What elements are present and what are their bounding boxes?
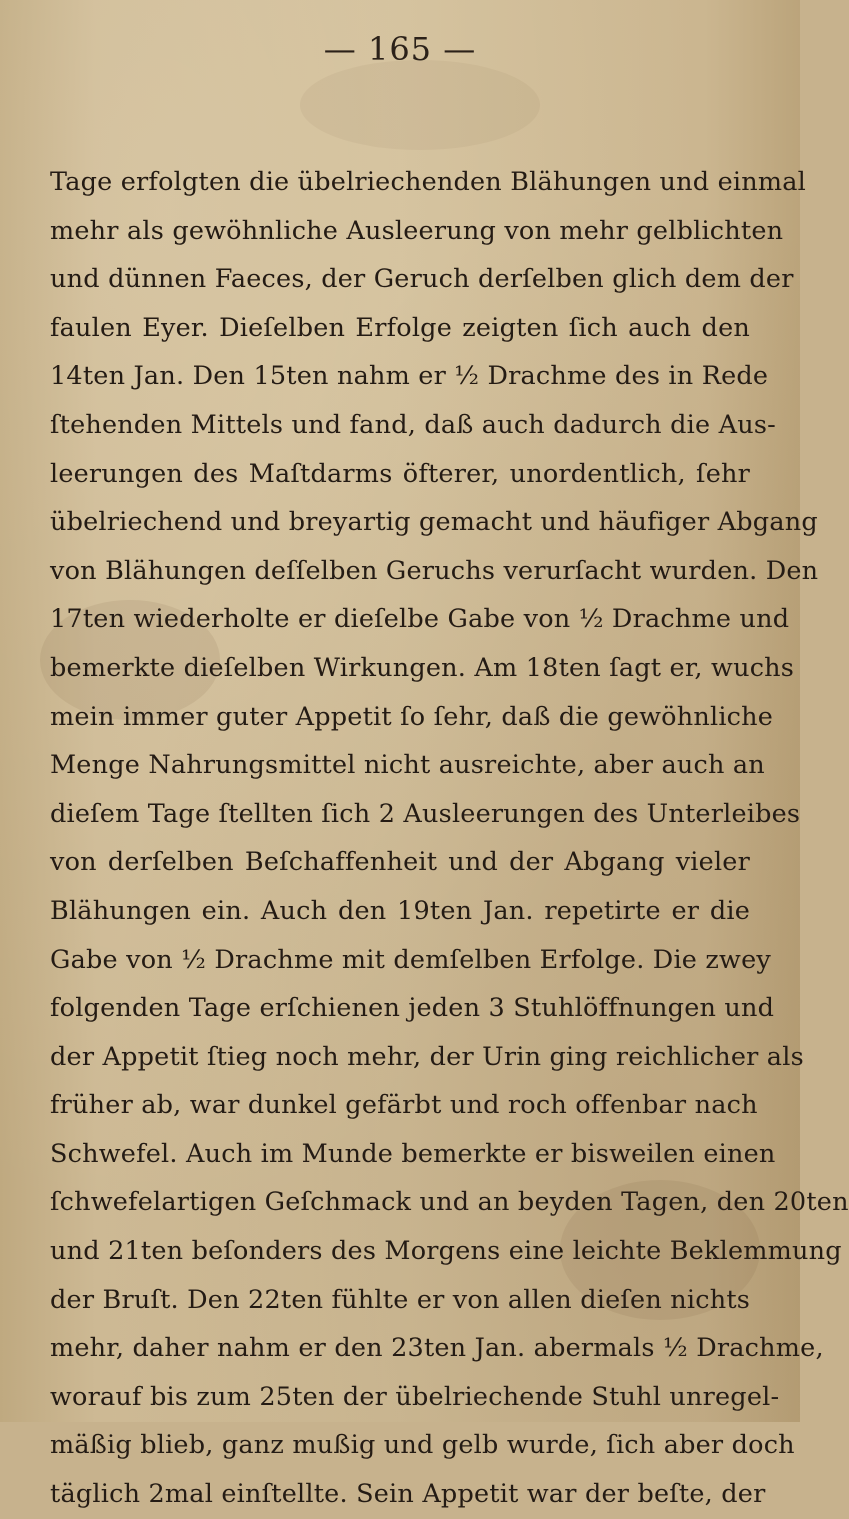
text-line: folgenden Tage erſchienen jeden 3 Stuhlöffnungen und xyxy=(50,993,775,1024)
text-line: ſchwefelartigen Geſchmack und an beyden Tagen, den 20ten xyxy=(50,1187,849,1218)
text-line: von derſelben Beſchaffenheit und der Abgang vieler xyxy=(50,847,750,878)
paper-stain xyxy=(300,60,540,150)
page-number: — 165 — xyxy=(323,30,477,68)
text-line: mein immer guter Appetit ſo ſehr, daß die gewöhnliche xyxy=(50,701,774,732)
text-line: übelriechend und breyartig gemacht und häufiger Abgang xyxy=(50,507,818,538)
text-line: mäßig blieb, ganz mußig und gelb wurde, ſich aber doch xyxy=(50,1430,795,1461)
text-line: Menge Nahrungsmittel nicht ausreichte, aber auch an xyxy=(50,750,765,781)
text-line: 17ten wiederholte er dieſelbe Gabe von ½ Drachme und xyxy=(50,604,790,635)
text-line: leerungen des Maſtdarms öfterer, unordentlich, ſehr xyxy=(50,458,750,489)
text-line: bemerkte dieſelben Wirkungen. Am 18ten ſagt er, wuchs xyxy=(50,652,795,683)
text-line: ſtehenden Mittels und fand, daß auch dadurch die Aus- xyxy=(50,409,776,440)
text-line: Gabe von ½ Drachme mit demſelben Erfolge. Die zwey xyxy=(50,944,771,975)
text-line: Blähungen ein. Auch den 19ten Jan. repetirte er die xyxy=(50,895,750,926)
text-line: der Bruſt. Den 22ten fühlte er von allen dieſen nichts xyxy=(50,1284,751,1315)
text-line: mehr, daher nahm er den 23ten Jan. abermals ½ Drachme, xyxy=(50,1333,824,1364)
text-line: dieſem Tage ſtellten ſich 2 Ausleerungen des Unterleibes xyxy=(50,798,801,829)
text-line: und dünnen Faeces, der Geruch derſelben glich dem der xyxy=(50,264,794,295)
text-line: Schwefel. Auch im Munde bemerkte er bisweilen einen xyxy=(50,1138,776,1169)
text-line: und 21ten beſonders des Morgens eine leichte Beklemmung xyxy=(50,1236,842,1267)
text-line: worauf bis zum 25ten der übelriechende Stuhl unregel- xyxy=(50,1381,780,1412)
text-line: täglich 2mal einſtellte. Sein Appetit war der beſte, der xyxy=(50,1479,766,1510)
body-text xyxy=(50,158,849,1519)
text-line: Tage erfolgten die übelriechenden Blähungen und einmal xyxy=(50,167,807,197)
text-line: der Appetit ſtieg noch mehr, der Urin ging reichlicher als xyxy=(50,1041,804,1072)
text-line: 14ten Jan. Den 15ten nahm er ½ Drachme des in Rede xyxy=(50,361,769,392)
text-line: mehr als gewöhnliche Ausleerung von mehr gelblichten xyxy=(50,215,784,246)
text-line: faulen Eyer. Dieſelben Erfolge zeigten ſich auch den xyxy=(50,312,750,343)
text-line: früher ab, war dunkel gefärbt und roch offenbar nach xyxy=(50,1090,758,1121)
text-line: von Blähungen deſſelben Geruchs verurſacht wurden. Den xyxy=(50,555,819,586)
